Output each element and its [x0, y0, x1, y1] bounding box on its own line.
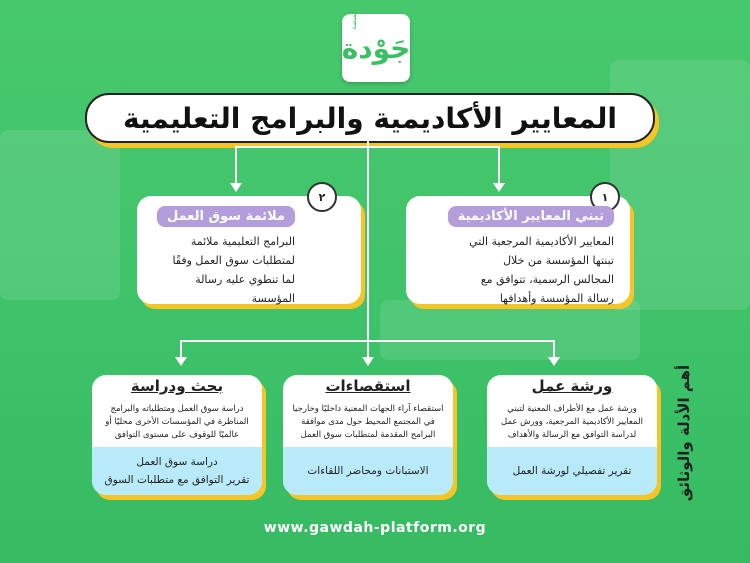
connector-line — [180, 340, 182, 358]
body-line: تبنتها المؤسسة من خلال — [503, 254, 614, 267]
connector-arrow — [230, 183, 242, 192]
card-evidence — [487, 447, 657, 495]
body-line: المجالس الرسمية، تتوافق مع — [480, 273, 614, 286]
connector-line — [553, 340, 555, 358]
evidence-item: الاستبانات ومحاضر اللقاءات — [307, 465, 429, 477]
bottom-card-surveys — [283, 375, 453, 495]
evidence-item: تقرير تفصيلي لورشة العمل — [512, 465, 632, 477]
background-device-shape — [380, 300, 640, 360]
connector-arrow — [362, 357, 374, 366]
body-line: رسالة المؤسسة وأهدافها — [499, 292, 614, 305]
card-description: ورشة عمل مع الأطراف المعنية لتبني المعايير الأكاديمية المرجعية، وورش عمل لدراسة التوافق مع الرسالة والأهداف — [501, 404, 643, 440]
card-heading: تبني المعايير الأكاديمية — [448, 206, 614, 227]
top-card-adopt-standards — [406, 190, 630, 305]
step-number: ٢ — [307, 182, 337, 212]
connector-line — [367, 139, 369, 358]
brand-logo — [341, 9, 411, 82]
bottom-card-research — [92, 375, 262, 495]
side-label — [654, 364, 714, 502]
card-evidence — [92, 447, 262, 495]
card-heading: ملائمة سوق العمل — [157, 206, 295, 227]
top-card-market-fit — [137, 190, 361, 305]
bottom-card-workshop — [487, 375, 657, 495]
side-label-text: أهم الأدلة والوثائق — [675, 364, 693, 502]
step-number: ١ — [590, 182, 620, 212]
card-title: ورشة عمل — [531, 377, 613, 395]
connector-line — [180, 340, 555, 342]
evidence-item: دراسة سوق العمل — [136, 456, 218, 468]
body-line: البرامج التعليمية ملائمة — [190, 235, 295, 248]
card-title: بحث ودراسة — [130, 377, 224, 395]
title-banner — [85, 93, 655, 143]
card-title: استقصاءات — [325, 377, 411, 395]
website-url: www.gawdah-platform.org — [263, 520, 487, 536]
connector-arrow — [493, 183, 505, 192]
evidence-item: تقرير التوافق مع متطلبات السوق — [104, 474, 250, 486]
body-line: لمتطلبات سوق العمل وفقًا — [172, 254, 295, 267]
body-line: المعايير الأكاديمية المرجعية التي — [469, 235, 614, 248]
background-device-shape — [0, 130, 120, 300]
card-description: استقصاء آراء الجهات المعنية داخليًا وخارجيا في المجتمع المحيط حول مدى موافقة البرامج المقدمة لمتطلبات سوق العمل — [292, 404, 444, 440]
card-body — [145, 232, 295, 308]
page-title: المعايير الأكاديمية والبرامج التعليمية — [123, 101, 617, 135]
card-body — [414, 232, 614, 308]
logo-wordmark: جَوْدة — [341, 31, 411, 65]
connector-line — [235, 146, 237, 184]
body-line: المؤسسة — [251, 292, 295, 305]
card-evidence — [283, 447, 453, 495]
connector-arrow — [175, 357, 187, 366]
card-description: دراسة سوق العمل ومتطلباته والبرامج المناظرة في المؤسسات الأخرى محليًا أو عالميًا للوقوف على مستوى التوافق — [105, 404, 249, 440]
body-line: لما تنطوي عليه رسالة — [195, 273, 295, 286]
connector-line — [498, 146, 500, 184]
logo-subtext: المنصة — [350, 9, 358, 30]
connector-arrow — [548, 357, 560, 366]
